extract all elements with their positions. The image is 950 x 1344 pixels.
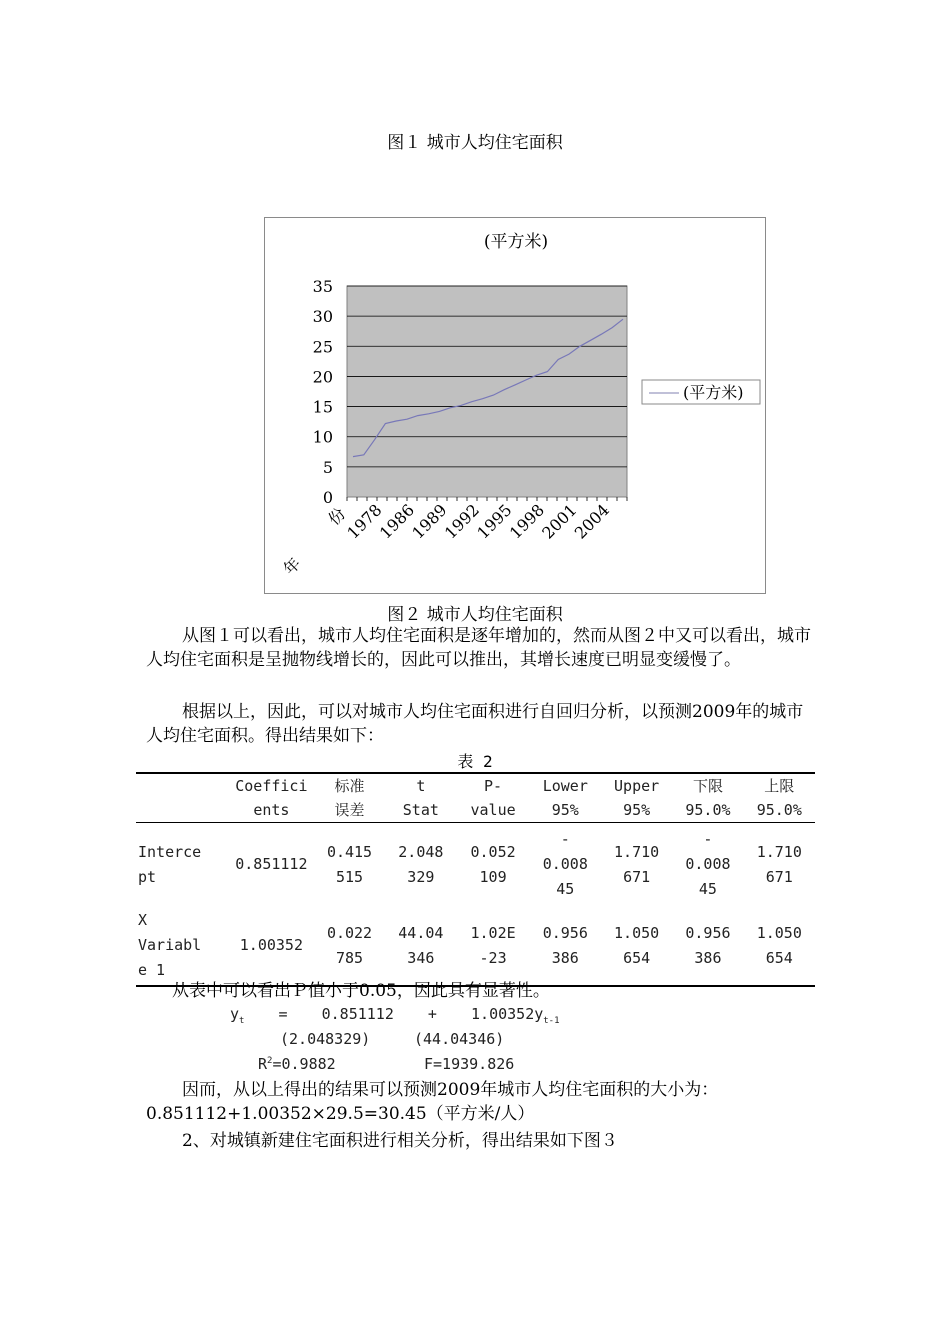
table-cell (136, 904, 229, 986)
table-header-cell (229, 773, 314, 823)
header-line: 95% (551, 801, 579, 819)
x-tick-label: 2001 (538, 500, 581, 543)
cell-line: Interce (138, 842, 202, 861)
cell-line: 1.050 (756, 923, 802, 942)
table-row (136, 904, 815, 986)
eq-r2-sup: 2 (267, 1056, 273, 1066)
table-cell (672, 823, 743, 905)
cell-line: X (138, 911, 148, 929)
eq-t-const: (2.048329) (280, 1030, 371, 1048)
table-header-cell (672, 773, 743, 823)
table-row (136, 823, 815, 905)
header-line: 下限 (692, 777, 723, 795)
figure1-caption: 图１ 城市人均住宅面积 (387, 133, 563, 153)
cell-line: 329 (407, 867, 435, 886)
cell-line: 785 (335, 948, 364, 967)
eq-plus: + (427, 1005, 437, 1023)
table-cell (530, 904, 601, 986)
x-tick-label: 1978 (343, 500, 386, 543)
x-tick-label: 2004 (570, 500, 614, 543)
table-cell (229, 904, 314, 986)
table-cell (530, 823, 601, 905)
cell-line: 654 (623, 948, 651, 967)
eq-t-coef: (44.04346) (414, 1030, 505, 1048)
cell-line: 386 (694, 948, 722, 967)
y-tick-label: 30 (312, 307, 333, 327)
cell-line: 45 (556, 880, 575, 898)
x-axis-label-bottom: 年 (279, 553, 305, 579)
cell-line: 386 (551, 948, 579, 967)
eq-r2 (258, 1055, 336, 1073)
header-line: 95% (623, 801, 651, 819)
table-body (136, 823, 815, 987)
y-tick-label: 0 (322, 488, 333, 507)
table-cell (744, 904, 815, 986)
eq-lhs: y (230, 1005, 240, 1023)
cell-line: 0.956 (685, 923, 731, 942)
eq-f-stat: F=1939.826 (424, 1055, 515, 1073)
table-cell (314, 904, 385, 986)
header-line: Lower (542, 777, 588, 795)
header-line: 95.0% (756, 801, 802, 819)
cell-line: 671 (765, 867, 793, 886)
cell-line: 1.00352 (239, 936, 303, 954)
table-cell (672, 904, 743, 986)
cell-line: 0.415 (326, 842, 373, 861)
x-tick-label: 1986 (375, 500, 419, 543)
paragraph-4: 因而，从以上得出的结果可以预测2009年城市人均住宅面积的大小为：0.851112+1.00352×29.5=30.45（平方米/人） (146, 1080, 719, 1124)
equation-line (230, 1005, 560, 1026)
chart-title: (平方米) (483, 232, 549, 252)
header-line: Coeffici (235, 777, 308, 795)
table-header-cell (136, 773, 229, 823)
y-tick-label: 25 (312, 337, 333, 357)
y-tick-label: 5 (322, 457, 333, 477)
cell-line: 0.956 (542, 923, 588, 942)
regression-table (136, 772, 815, 987)
x-axis-ticks (343, 500, 613, 542)
header-line: 95.0% (685, 801, 731, 819)
table-header-cell (457, 773, 530, 823)
cell-line: 0.851112 (235, 855, 308, 873)
cell-line: 44.04 (398, 923, 444, 942)
table-cell (314, 823, 385, 905)
header-line: P- (484, 777, 503, 795)
cell-line: 346 (407, 948, 435, 967)
table-cell (385, 904, 456, 986)
eq-r2-value: =0.9882 (272, 1055, 336, 1073)
legend (642, 380, 760, 404)
table-cell (136, 823, 229, 905)
header-line: Stat (402, 801, 439, 819)
paragraph-5: 2、对城镇新建住宅面积进行相关分析，得出结果如下图３ (182, 1131, 618, 1151)
legend-label: (平方米) (683, 383, 744, 402)
cell-line: 0.008 (685, 855, 731, 873)
cell-line: 1.710 (614, 842, 660, 861)
paragraph-3: 从表中可以看出Ｐ值小于0.05，因此具有显著性。 (172, 981, 550, 1001)
table-cell (457, 904, 530, 986)
cell-line: 0.022 (326, 923, 373, 942)
cell-line: pt (138, 867, 157, 886)
header-line: 误差 (334, 801, 365, 819)
paragraph-2: 根据以上，因此，可以对城市人均住宅面积进行自回归分析，以预测2009年的城市人均住宅面积。得出结果如下： (146, 702, 804, 746)
x-tick-label: 1992 (440, 500, 484, 543)
cell-line: 0.052 (470, 842, 516, 861)
table-cell (457, 823, 530, 905)
cell-line: 1.710 (756, 842, 802, 861)
table-cell (601, 823, 672, 905)
table-header-cell (601, 773, 672, 823)
cell-line: 671 (623, 867, 651, 886)
cell-line: 654 (765, 948, 793, 967)
eq-coef: 1.00352y (471, 1005, 544, 1023)
header-line: 上限 (764, 777, 795, 795)
eq-coef-sub: t-1 (543, 1016, 560, 1026)
table-cell (744, 823, 815, 905)
cell-line: -23 (479, 948, 507, 967)
plot-area (347, 286, 627, 497)
cell-line: 1.02E (470, 923, 516, 942)
table-header-cell (744, 773, 815, 823)
paragraph-1: 从图１可以看出，城市人均住宅面积是逐年增加的，然而从图２中又可以看出，城市人均住宅面积是呈抛物线增长的，因此可以推出，其增长速度已明显变缓慢了。 (146, 626, 811, 670)
table-header-cell (314, 773, 385, 823)
header-line: Upper (614, 777, 660, 795)
x-tick-label: 1998 (505, 500, 549, 543)
y-tick-label: 10 (312, 427, 333, 447)
cell-line: 109 (479, 867, 507, 886)
table-cell (385, 823, 456, 905)
table-cell (229, 823, 314, 905)
eq-r2-label: R (258, 1055, 268, 1073)
y-tick-label: 15 (312, 397, 333, 417)
cell-line: 515 (335, 867, 364, 886)
table-header-cell (530, 773, 601, 823)
eq-sign: = (278, 1005, 288, 1023)
cell-line: - (703, 830, 713, 848)
header-line: 标准 (334, 777, 365, 795)
x-axis-label-prefix: 份 (324, 504, 350, 529)
y-tick-label: 35 (312, 277, 333, 296)
cell-line: - (560, 830, 570, 848)
y-axis-ticks (313, 277, 333, 507)
x-tick-label: 1989 (408, 500, 451, 543)
table-header-cell (385, 773, 456, 823)
header-line: t (416, 777, 426, 795)
x-tick-label: 1995 (473, 500, 516, 543)
line-chart (264, 217, 766, 594)
header-line: value (470, 801, 516, 819)
cell-line: 0.008 (542, 855, 588, 873)
cell-line: Variabl (138, 936, 202, 954)
cell-line: e 1 (138, 961, 166, 979)
cell-line: 1.050 (614, 923, 660, 942)
eq-lhs-sub: t (239, 1016, 245, 1026)
chart-svg (265, 218, 767, 595)
table-caption: 表 2 (457, 752, 493, 771)
header-line: ents (253, 801, 290, 819)
table-header-row (136, 773, 815, 823)
y-tick-label: 20 (312, 367, 333, 387)
eq-const: 0.851112 (321, 1005, 394, 1023)
table-cell (601, 904, 672, 986)
cell-line: 2.048 (398, 842, 444, 861)
cell-line: 45 (698, 880, 717, 898)
figure2-caption: 图２ 城市人均住宅面积 (387, 605, 563, 625)
